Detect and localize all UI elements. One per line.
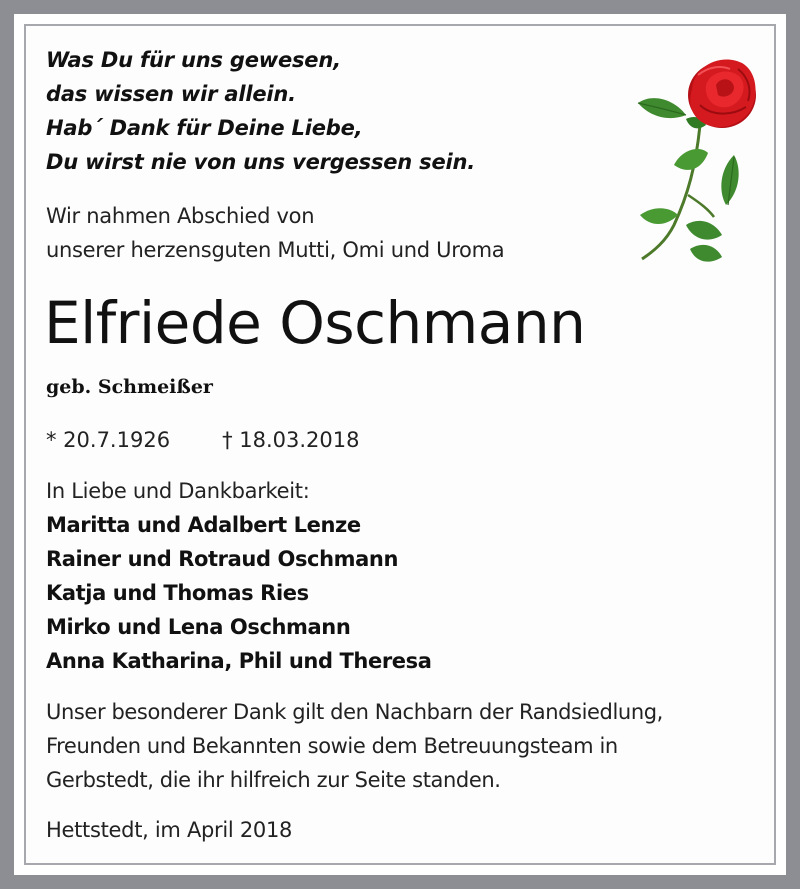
deceased-name: Elfriede Oschmann: [44, 289, 586, 357]
intro-text: [46, 199, 504, 267]
mourner-name: Katja und Thomas Ries: [46, 581, 309, 605]
thanks-line: Unser besonderer Dank gilt den Nachbarn der Randsiedlung,: [46, 700, 663, 724]
life-dates: [46, 423, 359, 457]
mourners-list: [46, 474, 431, 678]
thanks-line: Gerbstedt, die ihr hilfreich zur Seite standen.: [46, 768, 501, 792]
memorial-poem: [46, 43, 475, 179]
mourner-name: Anna Katharina, Phil und Theresa: [46, 649, 432, 673]
poem-line: das wissen wir allein.: [46, 82, 296, 106]
intro-line: Wir nahmen Abschied von: [46, 204, 315, 228]
death-date: † 18.03.2018: [222, 428, 360, 452]
thanks-line: Freunden und Bekannten sowie dem Betreuungsteam in: [46, 734, 618, 758]
birth-date: * 20.7.1926: [46, 428, 171, 452]
place-and-date: Hettstedt, im April 2018: [46, 818, 293, 842]
maiden-name: geb. Schmeißer: [46, 376, 213, 398]
mourner-name: Mirko und Lena Oschmann: [46, 615, 351, 639]
mourners-heading: In Liebe und Dankbarkeit:: [46, 479, 310, 503]
intro-line: unserer herzensguten Mutti, Omi und Uroma: [46, 238, 505, 262]
thanks-text: [46, 695, 663, 797]
poem-line: Hab´ Dank für Deine Liebe,: [46, 116, 363, 140]
mourner-name: Rainer und Rotraud Oschmann: [46, 547, 399, 571]
red-rose-icon: [630, 45, 760, 270]
poem-line: Du wirst nie von uns vergessen sein.: [46, 150, 476, 174]
mourner-name: Maritta und Adalbert Lenze: [46, 513, 361, 537]
poem-line: Was Du für uns gewesen,: [46, 48, 341, 72]
